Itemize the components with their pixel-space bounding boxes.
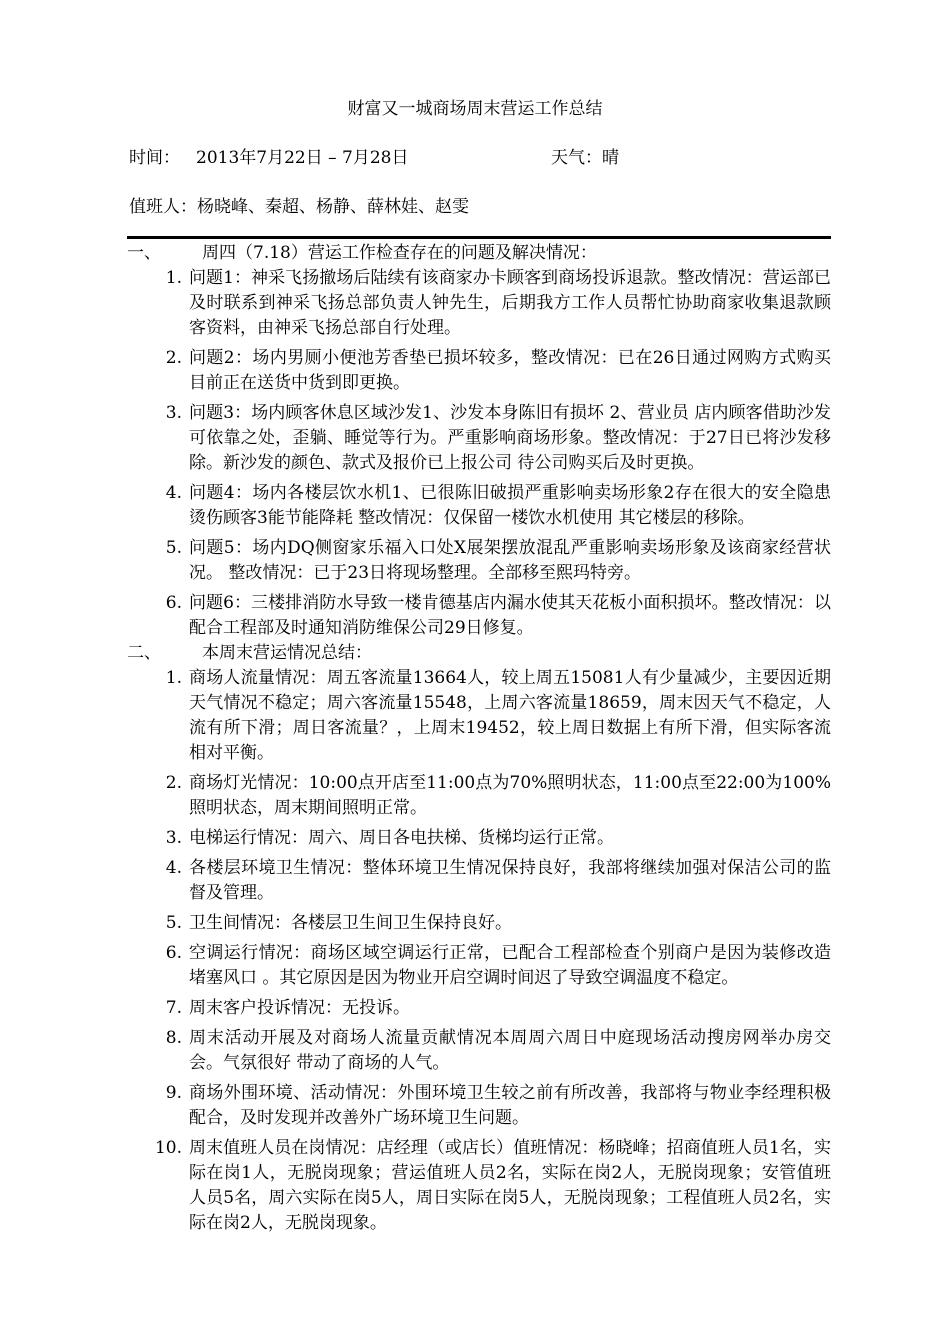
list-item bbox=[165, 941, 831, 991]
list-text: 卫生间情况：各楼层卫生间卫生保持良好。 bbox=[189, 913, 512, 933]
list-text: 问题2：场内男厕小便池芳香垫已损坏较多，整改情况：已在26日通过网购方式购买目前正在送货中货到即更换。 bbox=[189, 348, 831, 393]
divider-line bbox=[127, 236, 831, 239]
document-body bbox=[127, 241, 831, 1236]
section-title: 本周末营运情况总结： bbox=[202, 643, 372, 663]
list-item bbox=[165, 666, 831, 766]
list-text: 周末活动开展及对商场人流量贡献情况本周周六周日中庭现场活动搜房网举办房交会。气氛很好 带动了商场的人气。 bbox=[189, 1028, 831, 1073]
document-title: 财富又一城商场周末营运工作总结 bbox=[347, 99, 603, 119]
list-text: 周末值班人员在岗情况：店经理（或店长）值班情况：杨晓峰；招商值班人员1名，实际在岗1人，无脱岗现象；营运值班人员2名，实际在岗2人，无脱岗现象；安管值班人员5名，周六实际在岗5人，周日实际在岗5人，无脱岗现象；工程值班人员2名，实际在岗2人，无脱岗现象。 bbox=[189, 1138, 831, 1233]
list-number: 5. bbox=[165, 538, 182, 558]
list-item bbox=[165, 771, 831, 821]
list-item bbox=[165, 591, 831, 641]
list-item bbox=[165, 266, 831, 341]
list-text: 问题3：场内顾客休息区域沙发1、沙发本身陈旧有损坏 2、营业员 店内顾客借助沙发可依靠之处，歪躺、睡觉等行为。严重影响商场形象。整改情况：于27日已将沙发移除。新沙发的颜色、款式及报价已上报公司 待公司购买后及时更换。 bbox=[189, 403, 831, 473]
list-number: 2. bbox=[165, 348, 182, 368]
section-number: 二、 bbox=[127, 643, 161, 663]
list-text: 商场灯光情况：10:00点开店至11:00点为70%照明状态，11:00点至22:00为100%照明状态，周末期间照明正常。 bbox=[189, 773, 831, 818]
list-number: 10. bbox=[154, 1138, 182, 1158]
list-number: 6. bbox=[165, 593, 182, 613]
time-label: 时间： bbox=[129, 148, 180, 168]
list-item bbox=[165, 911, 831, 936]
list-text: 空调运行情况：商场区域空调运行正常，已配合工程部检查个别商户是因为装修改造堵塞风口 。其它原因是因为物业开启空调时间迟了导致空调温度不稳定。 bbox=[189, 943, 831, 988]
list-number: 5. bbox=[165, 913, 182, 933]
section-title: 周四（7.18）营运工作检查存在的问题及解决情况： bbox=[202, 243, 597, 263]
duty-label: 值班人： bbox=[129, 197, 197, 217]
section-heading bbox=[127, 641, 831, 666]
list-item bbox=[165, 856, 831, 906]
time-value: 2013年7月22日 – 7月28日 bbox=[196, 148, 409, 168]
list-item bbox=[165, 826, 831, 851]
list-item bbox=[165, 536, 831, 586]
list-number: 1. bbox=[165, 668, 182, 688]
list-number: 3. bbox=[165, 403, 182, 423]
list-number: 1. bbox=[165, 268, 182, 288]
list-number: 7. bbox=[165, 998, 182, 1018]
duty-names: 杨晓峰、秦超、杨静、薛林娃、赵雯 bbox=[197, 197, 469, 217]
section-number: 一、 bbox=[127, 243, 161, 263]
time-line bbox=[129, 146, 408, 170]
list-number: 9. bbox=[165, 1083, 182, 1103]
list-number: 2. bbox=[165, 773, 182, 793]
list-number: 4. bbox=[165, 858, 182, 878]
list-text: 问题6：三楼排消防水导致一楼肯德基店内漏水使其天花板小面积损坏。整改情况：以配合工程部及时通知消防维保公司29日修复。 bbox=[189, 593, 831, 638]
list-text: 问题4：场内各楼层饮水机1、已很陈旧破损严重影响卖场形象2存在很大的安全隐患 烫伤顾客3能节能降耗 整改情况：仅保留一楼饮水机使用 其它楼层的移除。 bbox=[189, 483, 831, 528]
list-item bbox=[165, 1026, 831, 1076]
section-heading bbox=[127, 241, 831, 266]
list-number: 6. bbox=[165, 943, 182, 963]
list-item bbox=[165, 996, 831, 1021]
list-text: 问题1：神采飞扬撤场后陆续有该商家办卡顾客到商场投诉退款。整改情况：营运部已及时联系到神采飞扬总部负责人钟先生，后期我方工作人员帮忙协助商家收集退款顾客资料，由神采飞扬总部自行处理。 bbox=[189, 268, 831, 338]
list-number: 3. bbox=[165, 828, 182, 848]
weather: 天气：晴 bbox=[551, 148, 619, 168]
list-item bbox=[165, 401, 831, 476]
list-item bbox=[165, 1081, 831, 1131]
list-number: 8. bbox=[165, 1028, 182, 1048]
list-text: 电梯运行情况：周六、周日各电扶梯、货梯均运行正常。 bbox=[189, 828, 614, 848]
list-item bbox=[154, 1136, 831, 1236]
list-text: 各楼层环境卫生情况：整体环境卫生情况保持良好，我部将继续加强对保洁公司的监督及管理。 bbox=[189, 858, 831, 903]
list-text: 商场人流量情况：周五客流量13664人，较上周五15081人有少量减少，主要因近期天气情况不稳定；周六客流量15548，上周六客流量18659，周末因天气不稳定，人流有所下滑；周日客流量？，上周末19452，较上周日数据上有所下滑，但实际客流相对平衡。 bbox=[189, 668, 831, 763]
list-text: 商场外围环境、活动情况：外围环境卫生较之前有所改善，我部将与物业李经理积极配合，及时发现并改善外广场环境卫生问题。 bbox=[189, 1083, 831, 1128]
list-number: 4. bbox=[165, 483, 182, 503]
list-item bbox=[165, 346, 831, 396]
list-text: 周末客户投诉情况：无投诉。 bbox=[189, 998, 410, 1018]
list-text: 问题5：场内DQ侧窗家乐福入口处X展架摆放混乱严重影响卖场形象及该商家经营状况。 整改情况：已于23日将现场整理。全部移至熙玛特旁。 bbox=[189, 538, 831, 583]
duty-line bbox=[129, 195, 469, 219]
list-item bbox=[165, 481, 831, 531]
